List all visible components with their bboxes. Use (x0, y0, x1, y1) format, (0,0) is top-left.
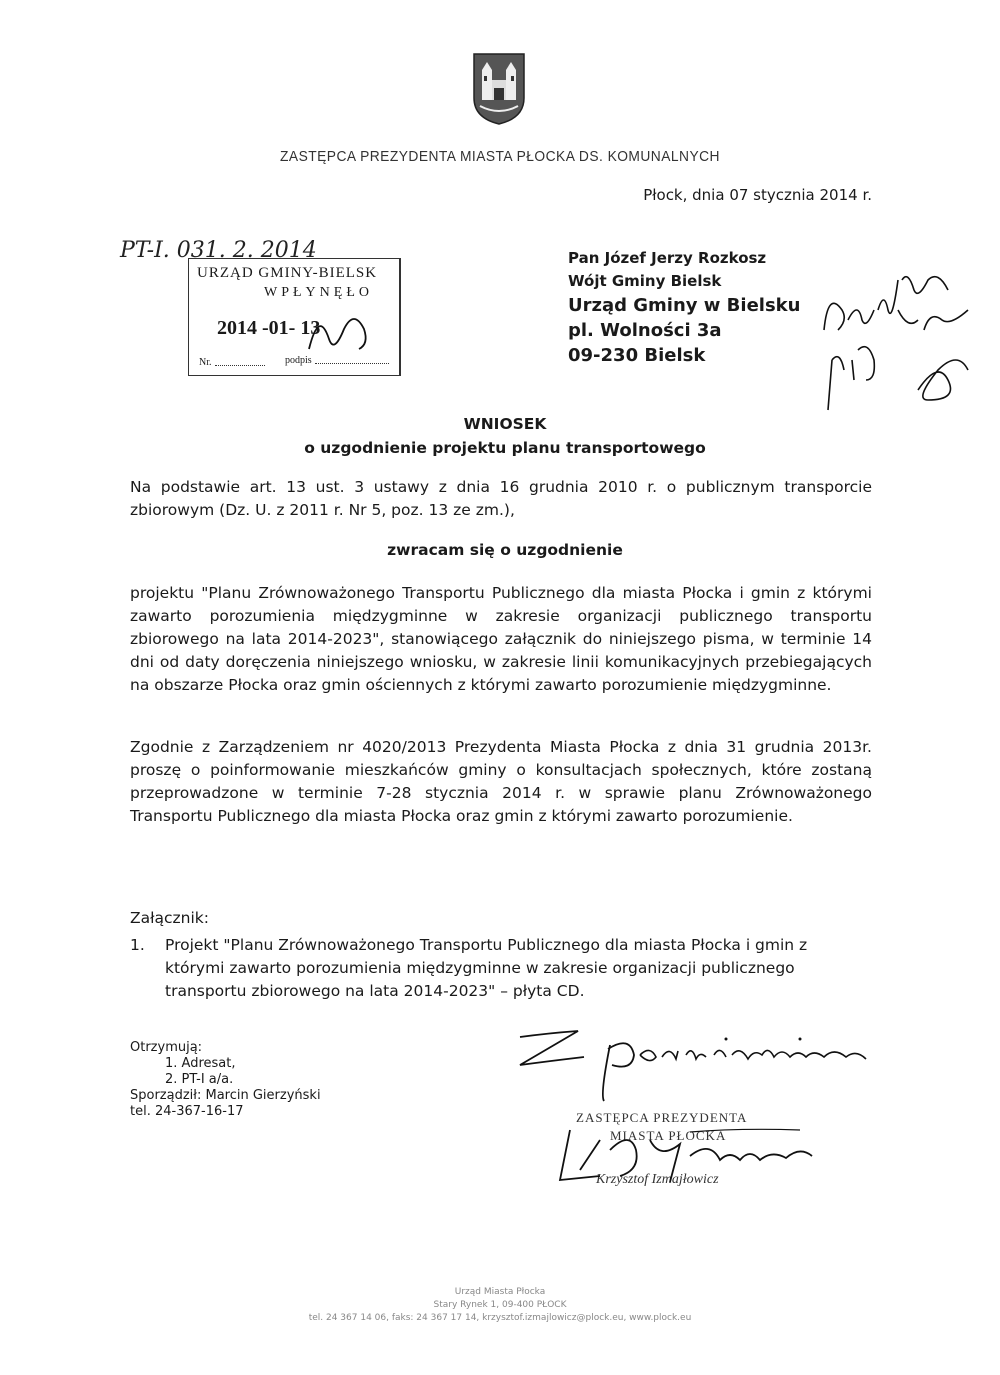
document-title-sub: o uzgodnienie projektu planu transportowego (304, 439, 706, 457)
recipient-item: 1. Adresat, (165, 1056, 236, 1071)
signatory-title-line-1: ZASTĘPCA PREZYDENTA (576, 1110, 748, 1125)
handwritten-closing-z-powazaniem (500, 1015, 880, 1105)
signatory-title-line-2: MIASTA PŁOCKA (610, 1128, 727, 1143)
plock-coat-of-arms-icon (472, 52, 526, 126)
recipient-item: 2. PT-I a/a. (165, 1072, 234, 1087)
addressee-office: Urząd Gminy w Bielsku (568, 295, 801, 316)
stamp-date: 2014 -01- 13 (217, 317, 321, 339)
body-paragraph-1: Na podstawie art. 13 ust. 3 ustawy z dnia 16 grudnia 2010 r. o publicznym transporcie zbiorowym (Dz. U. z 2011 r. Nr 5, poz. 13 ze zm.), (130, 478, 872, 519)
attachment-number: 1. (130, 936, 145, 954)
stamp-number-dotted-line (215, 365, 265, 366)
recipients-block (130, 1040, 321, 1120)
attachment-item (130, 934, 870, 1003)
document-title-main: WNIOSEK (463, 415, 547, 433)
attachment-text: Projekt "Planu Zrównoważonego Transportu Publicznego dla miasta Płocka i gmin z którymi zawarto porozumienia międzygminne w zakresie organizacji publicznego transportu zbiorowego na lata 2014-2023" – płyta CD. (165, 936, 808, 1000)
document-title (0, 412, 1000, 460)
prepared-by: Sporządził: Marcin Gierzyński (130, 1088, 321, 1103)
document-date: Płock, dnia 07 stycznia 2014 r. (643, 186, 872, 204)
body-subheading: zwracam się o uzgodnienie (387, 541, 623, 559)
signatory-name: Krzysztof Izmajłowicz (596, 1172, 719, 1187)
organization-title: ZASTĘPCA PREZYDENTA MIASTA PŁOCKA DS. KOMUNALNYCH (280, 148, 720, 165)
body-paragraph-2: projektu "Planu Zrównoważonego Transportu Publicznego dla miasta Płocka i gmin z którymi zawarto porozumienia międzygminne w zakresie organizacji publicznego transportu zbiorowego na lata 2014-2023", stanowiącego załącznik do niniejszego pisma, w terminie 14 dni od daty doręczenia niniejszego wniosku, w zakresie linii komunikacyjnych przebiegających na obszarze Płocka oraz gmin ościennych z którymi zawarto porozumienie międzygminne. (130, 584, 872, 694)
stamp-office-name: URZĄD GMINY-BIELSK (197, 265, 378, 281)
signatory-signature (540, 1120, 840, 1200)
prepared-by-phone: tel. 24-367-16-17 (130, 1104, 244, 1119)
addressee-position: Wójt Gminy Bielsk (568, 272, 722, 290)
stamp-number-label: Nr. (199, 357, 212, 368)
stamp-signature-dotted-line (315, 363, 389, 364)
footer-address: Stary Rynek 1, 09-400 PŁOCK (433, 1300, 567, 1310)
addressee-postal: 09-230 Bielsk (568, 345, 706, 366)
addressee-street: pl. Wolności 3a (568, 320, 722, 341)
handwritten-annotation (818, 250, 978, 420)
handwritten-reference-number: PT-I. 031. 2. 2014 (120, 238, 317, 263)
stamp-received-label: WPŁYNĘŁO (264, 285, 373, 300)
attachments-heading: Załącznik: (130, 909, 210, 927)
recipients-heading: Otrzymują: (130, 1040, 203, 1055)
addressee-name: Pan Józef Jerzy Rozkosz (568, 249, 767, 267)
footer-contact: tel. 24 367 14 06, faks: 24 367 17 14, krzysztof.izmajlowicz@plock.eu, www.plock.eu (308, 1313, 692, 1323)
body-paragraph-3: Zgodnie z Zarządzeniem nr 4020/2013 Prezydenta Miasta Płocka z dnia 31 grudnia 2013r. proszę o poinformowanie mieszkańców gminy o konsultacjach społecznych, które zostaną przeprowadzone w terminie 7-28 stycznia 2014 r. w sprawie planu Zrównoważonego Transportu Publicznego dla miasta Płocka oraz gmin z którymi zawarto porozumienie. (130, 738, 872, 825)
addressee-block (568, 247, 800, 368)
received-stamp (188, 258, 401, 376)
stamp-initials-scribble (299, 299, 379, 359)
footer-office: Urząd Miasta Płocka (454, 1287, 546, 1297)
stamp-signature-label: podpis (285, 355, 312, 366)
